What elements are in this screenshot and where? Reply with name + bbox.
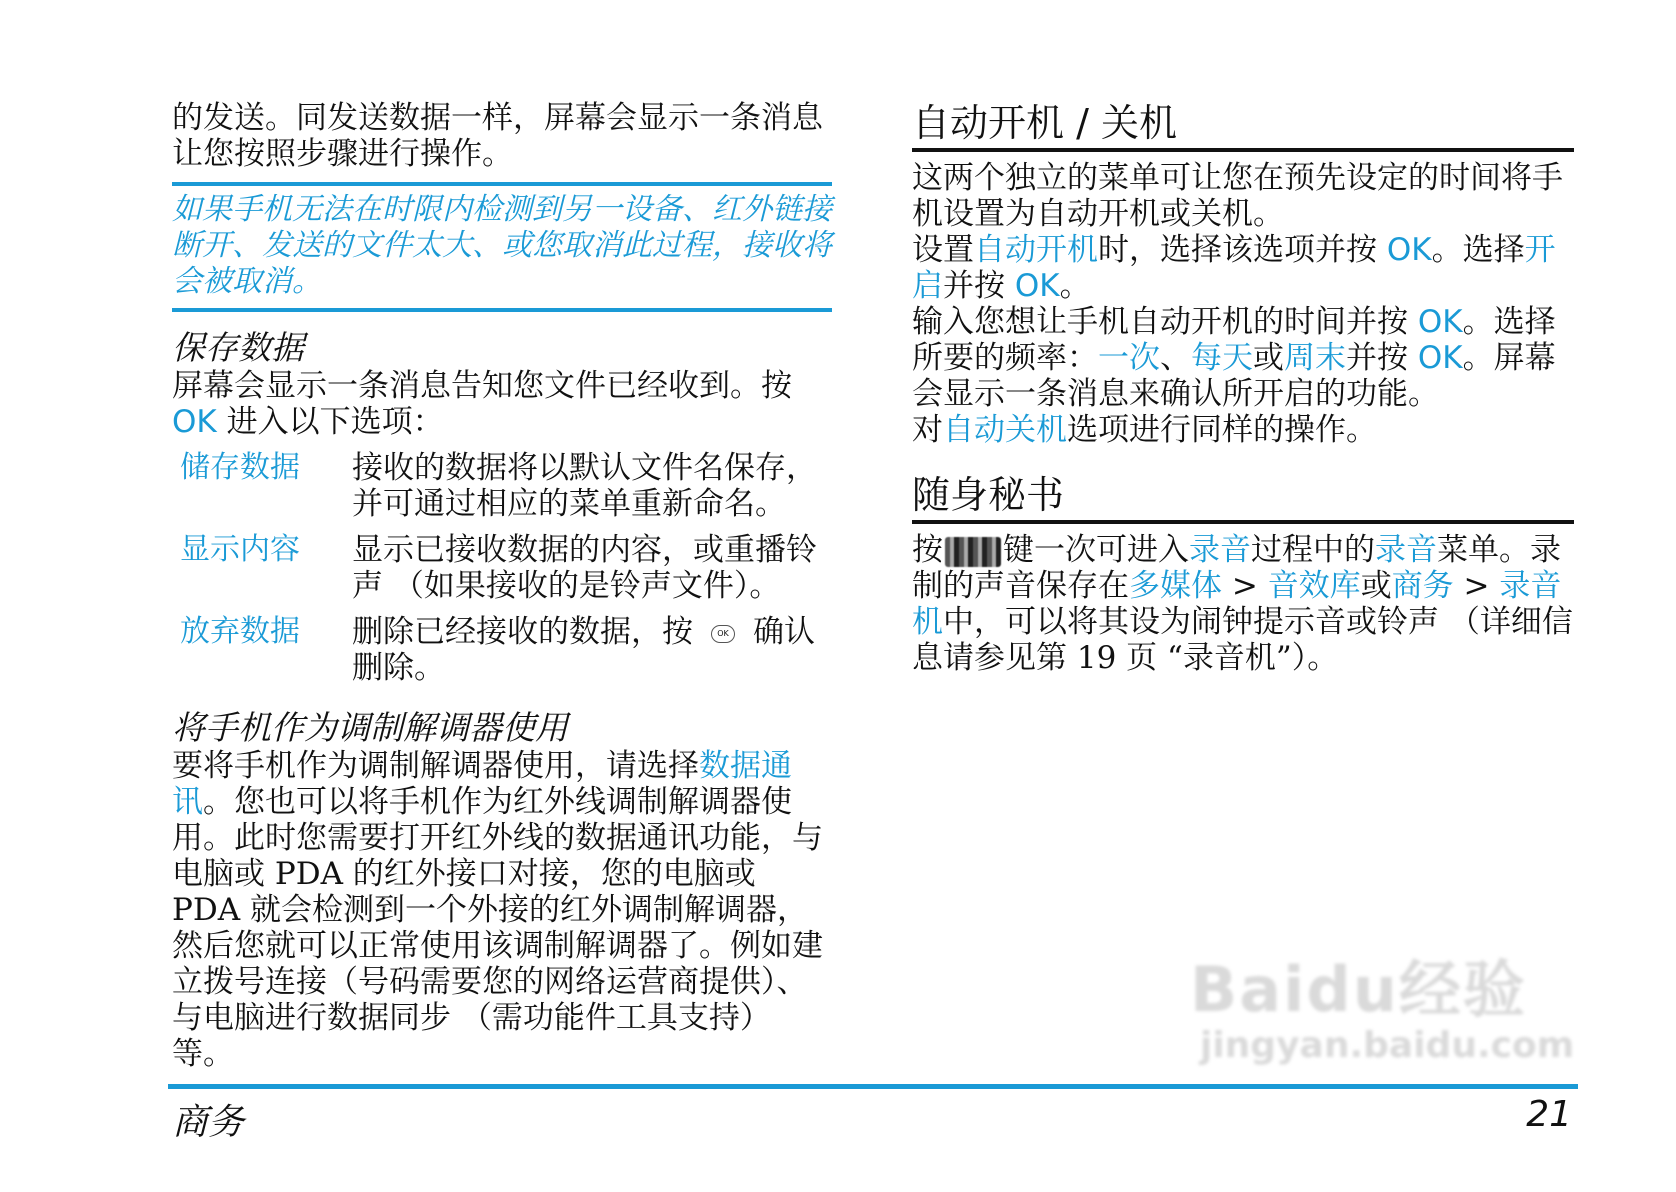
intro-text (172, 100, 832, 172)
text-segment: > (1222, 568, 1268, 604)
save-data-text (172, 368, 832, 440)
text-segment: > (1453, 568, 1500, 604)
ok-label: OK (172, 404, 217, 440)
ok-label: OK (1417, 340, 1463, 376)
text-segment: 键一次可进入 (1003, 532, 1189, 568)
auto-paragraph-1: 这两个独立的菜单可让您在预先设定的时间将手机设置为自动开机或关机。 (912, 160, 1563, 232)
warning-note: 如果手机无法在时限内检测到另一设备、红外链接断开、发送的文件太大、或您取消此过程，接收将会被取消。 (172, 182, 832, 312)
intro-line-1: 的发送。同发送数据一样，屏幕会显示一条消息 (172, 100, 823, 136)
intro-line-2: 让您按照步骤进行操作。 (172, 136, 513, 172)
text-segment: 中，可以将其设为闹钟提示音或铃声 （详细信息请参见第 19 页 “录音机”）。 (912, 604, 1573, 676)
auto-paragraph-3 (912, 304, 1574, 412)
option-row-show (172, 532, 832, 604)
option-description: 显示已接收数据的内容，或重播铃声 （如果接收的是铃声文件）。 (352, 532, 817, 604)
footer-rule (168, 1084, 1578, 1089)
menu-term: 开启 (912, 232, 1556, 304)
footer-section-title: 商务 (172, 1102, 245, 1143)
text-segment: 并按 (1346, 340, 1418, 376)
text-segment: 。 (1059, 268, 1091, 304)
save-data-heading: 保存数据 (172, 328, 304, 367)
text-segment: 时，选择该选项并按 (1098, 232, 1387, 268)
page-number: 21 (1526, 1094, 1572, 1135)
right-column (912, 100, 1574, 676)
menu-term: 录音 (1189, 532, 1251, 568)
menu-term: 音效库 (1267, 568, 1361, 604)
save-text-2: 进入以下选项： (216, 404, 444, 440)
text-segment: 设置 (912, 232, 974, 268)
watermark-main: Baidu经验 (1190, 953, 1527, 1026)
auto-paragraph-4 (912, 412, 1574, 448)
memo-heading: 随身秘书 (912, 472, 1574, 524)
discard-text-post: 确认删除。 (352, 614, 815, 686)
record-key-icon (945, 537, 1001, 567)
auto-paragraph-2 (912, 232, 1574, 304)
option-description: 接收的数据将以默认文件名保存，并可通过相应的菜单重新命名。 (352, 450, 817, 522)
ok-label: OK (1386, 232, 1432, 268)
option-label: 放弃数据 (180, 614, 300, 649)
ok-key-icon: OK (711, 625, 735, 643)
menu-term: 自动关机 (943, 412, 1067, 448)
modem-text (172, 748, 832, 1072)
text-segment: 选项进行同样的操作。 (1067, 412, 1377, 448)
text-segment: 过程中的 (1251, 532, 1375, 568)
menu-term: 周末 (1284, 340, 1346, 376)
menu-term: 一次 (1098, 340, 1160, 376)
modem-heading: 将手机作为调制解调器使用 (172, 708, 568, 747)
modem-text-1: 要将手机作为调制解调器使用，请选择 (172, 748, 699, 784)
text-segment: 。选择所要的频率： (912, 304, 1556, 376)
option-label: 储存数据 (180, 450, 300, 485)
text-segment: 或 (1253, 340, 1284, 376)
save-text-1: 屏幕会显示一条消息告知您文件已经收到。按 (172, 368, 792, 404)
option-label: 显示内容 (180, 532, 300, 567)
text-segment: 菜单。录制的声音保存在 (912, 532, 1561, 604)
menu-term: 录音 (1375, 532, 1437, 568)
menu-term: 自动开机 (974, 232, 1098, 268)
modem-text-2: 。您也可以将手机作为红外线调制解调器使用。此时您需要打开红外线的数据通讯功能，与电脑或 PDA 的红外接口对接，您的电脑或 PDA 就会检测到一个外接的红外调制解调器，然后您就可以正常使用该调制解调器了。例如建立拨号连接（号码需要您的网络运营商提供）、与电脑进行数据同步 （需功能件工具支持）等。 (172, 784, 823, 1072)
left-column (172, 100, 832, 1072)
text-segment: 。选择 (1431, 232, 1525, 268)
data-comm-link: 数据通讯 (172, 748, 792, 820)
text-segment: 对 (912, 412, 943, 448)
auto-on-off-heading: 自动开机 / 关机 (912, 100, 1574, 152)
text-segment: 。屏幕会显示一条消息来确认所开启的功能。 (912, 340, 1556, 412)
watermark-url: jingyan.baidu.com (1200, 1025, 1575, 1066)
option-description (352, 614, 832, 686)
text-segment: 并按 (943, 268, 1015, 304)
menu-term: 商务 (1391, 568, 1454, 604)
menu-term: 每天 (1191, 340, 1253, 376)
text-segment: 输入您想让手机自动开机的时间并按 (912, 304, 1418, 340)
ok-label: OK (1014, 268, 1060, 304)
text-segment: 或 (1360, 568, 1392, 604)
text-segment: 、 (1160, 340, 1191, 376)
menu-term: 录音机 (912, 568, 1562, 640)
baidu-watermark (1190, 940, 1574, 1066)
discard-text-pre: 删除已经接收的数据，按 (352, 614, 693, 650)
option-row-store (172, 450, 832, 522)
menu-term: 多媒体 (1129, 568, 1222, 604)
option-row-discard (172, 614, 832, 686)
ok-label: OK (1417, 304, 1463, 340)
text-segment: 按 (912, 532, 943, 568)
memo-paragraph (912, 532, 1574, 676)
